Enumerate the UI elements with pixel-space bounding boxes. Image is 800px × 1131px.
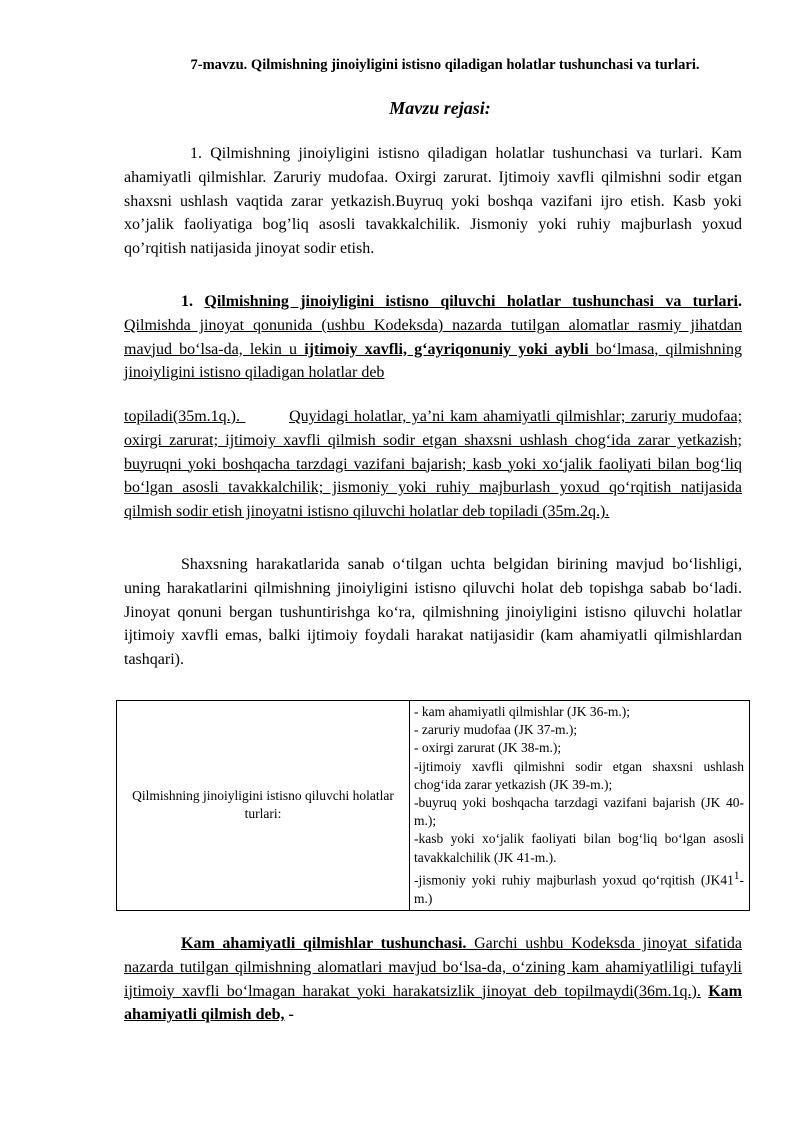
section2-bold-term: Kam ahamiyatli qilmish deb, xyxy=(124,982,743,1024)
list-item: -ijtimoiy xavfli qilmishni sodir etgan shaxsni ushlash chog‘ida zarar yetkazish (JK 39-m.); xyxy=(414,758,744,792)
table-items-cell xyxy=(410,701,750,911)
section1-explanation: Shaxsning harakatlarida sanab o‘tilgan uchta belgidan birining mavjud bo‘lishligi, uning harakatlarini qilmishning jinoiyligini istisno qiluvchi holat deb topishga sabab bo‘ladi. Jinoyat qonuni bergan tushuntirishga ko‘ra, qilmishning jinoiyligini istisno qiluvchi holatlar ijtimoiy xavfli emas, balki ijtimoiy foydali harakat natijasidir (kam ahamiyatli qilmishlardan tashqari). xyxy=(124,556,742,669)
section1-definition-text-b: bo‘lmasa, qilmishning jinoiyligini istisno qiladigan holatlar deb xyxy=(124,340,743,382)
section2-paragraph xyxy=(124,932,742,1027)
list-item: - oxirgi zarurat (JK 38-m.); xyxy=(414,740,562,756)
section1-article-ref: topiladi(35m.1q.). xyxy=(124,408,246,425)
list-item-superscript: 1 xyxy=(733,869,740,882)
list-item-text-a: -jismoniy yoki ruhiy majburlash yoxud qo‘rqitish (JK41 xyxy=(414,872,734,888)
document-title: 7-mavzu. Qilmishning jinoiyligini istisno qiladigan holatlar tushunchasi va turlari. xyxy=(190,57,700,73)
list-item: - kam ahamiyatli qilmishlar (JK 36-m.); xyxy=(414,704,630,719)
section1-list-text: Quyidagi holatlar, ya’ni kam ahamiyatli qilmishlar; zaruriy mudofaa; oxirgi zarurat; ijtimoiy xavfli qilmish sodir etgan shaxsni ushlash chog‘ida zarar yetkazish; buyruqni yoki boshqacha tarzdagi vazifani bajarish; kasb yoki xo‘jalik faoliyati bilan bog‘liq bo‘lgan asosli tavakkalchilik; jismoniy yoki ruhiy majburlash yoxud qo‘rqitish natijasida qilmish sodir etish jinoyatni istisno qiluvchi holatlar deb topiladi (35m.2q.). xyxy=(124,408,743,521)
section2-tail: - xyxy=(284,1006,294,1024)
list-item xyxy=(414,867,744,908)
table-label-cell: Qilmishning jinoiyligini istisno qiluvchi holatlar turlari: xyxy=(117,701,410,911)
list-item-text-b: -m.) xyxy=(414,872,744,906)
section2-heading: Kam ahamiyatli qilmishlar tushunchasi. xyxy=(181,935,467,952)
table-row xyxy=(117,701,750,911)
section1-definition-text-a: Qilmishda jinoyat qonunida (ushbu Kodeksda) nazarda tutilgan alomatlar rasmiy jihatdan mavjud bo‘lsa-da, lekin u xyxy=(124,316,742,358)
circumstances-table xyxy=(116,700,750,911)
section1-definition xyxy=(124,290,742,385)
section2-text: Garchi ushbu Kodeksda jinoyat sifatida nazarda tutilgan qilmishning alomatlari mavjud bo‘lsa-da, o‘zining kam ahamiyatliligi tufayli ijtimoiy xavfli bo‘lmagan harakat yoki harakatsizlik jinoyat deb topilmaydi(36m.1q.). xyxy=(124,935,742,1000)
plan-paragraph: 1. Qilmishning jinoiyligini istisno qiladigan holatlar tushunchasi va turlari. Kam ahamiyatli qilmishlar. Zaruriy mudofaa. Oxirgi zarurat. Ijtimoiy xavfli qilmishni sodir etgan shaxsni ushlash vaqtida zarar yetkazish.Buyruq yoki boshqa vazifani ijro etish. Kasb yoki xo’jalik faoliyatiga bog’liq asosli tavakkalchilik. Jismoniy yoki ruhiy majburlash yoxud qo’rqitish natijasida jinoyat sodir etish. xyxy=(124,145,742,258)
section1-heading: Qilmishning jinoiyligini istisno qiluvchi holatlar tushunchasi va turlari xyxy=(204,293,739,310)
section1-number: 1. xyxy=(181,293,205,310)
section1-definition-bold: ijtimoiy xavfli, g‘ayriqonuniy yoki aybli xyxy=(304,340,589,358)
circumstances-list xyxy=(414,703,744,908)
list-item: - zaruriy mudofaa (JK 37-m.); xyxy=(414,722,578,738)
plan-heading: Mavzu rejasi: xyxy=(389,98,491,118)
list-item: -kasb yoki xo‘jalik faoliyati bilan bog‘liq bo‘lgan asosli tavakkalchilik (JK 41-m.). xyxy=(414,831,744,865)
section1-list-paragraph xyxy=(124,405,742,524)
section1-heading-dot: . xyxy=(738,293,743,310)
list-item: -buyruq yoki boshqacha tarzdagi vazifani bajarish (JK 40-m.); xyxy=(414,795,744,829)
